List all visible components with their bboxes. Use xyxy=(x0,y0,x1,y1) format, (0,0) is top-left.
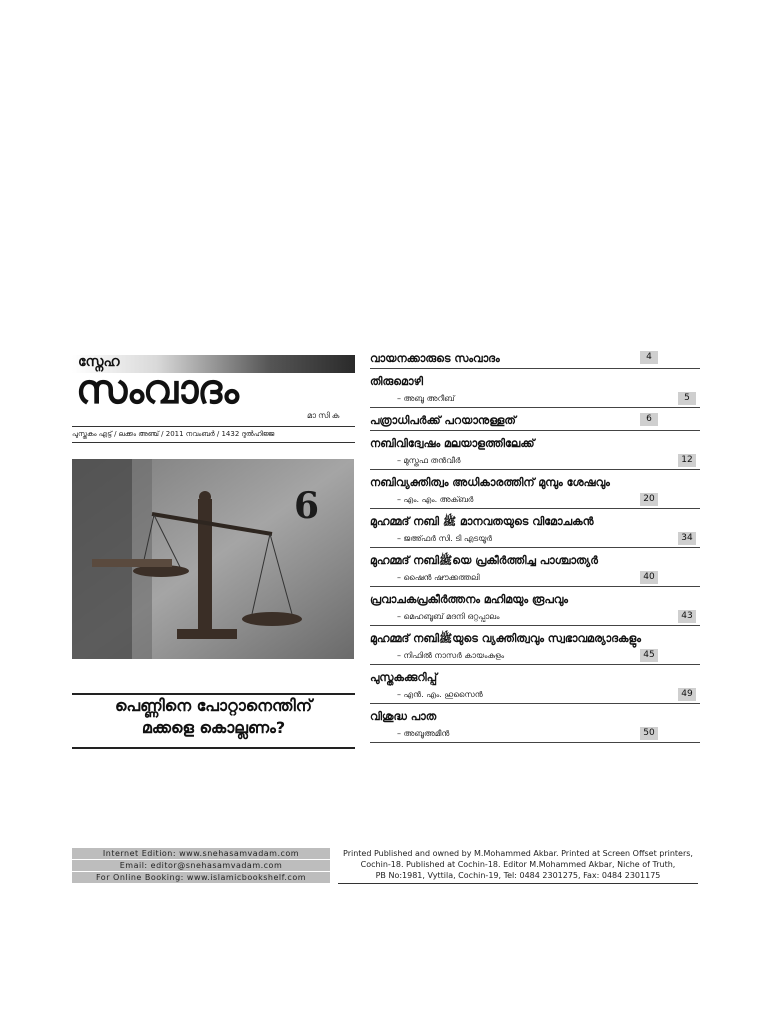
toc-author: – മുസ്തഫ തൻവീർ xyxy=(397,456,461,465)
cover-image xyxy=(72,459,354,659)
toc-title: തിരുമൊഴി xyxy=(370,375,424,388)
toc-title: മുഹമ്മദ് നബിﷺയെ പ്രകീർത്തിച്ച പാശ്ചാത്യർ xyxy=(370,554,598,567)
imprint-line-2: Cochin-18. Published at Cochin-18. Editor M.Mohammed Akbar, Niche of Truth, xyxy=(360,860,676,869)
cover-headline xyxy=(72,693,355,749)
toc-title: പുസ്തകക്കുറിപ്പ് xyxy=(370,671,438,684)
toc-title: മുഹമ്മദ് നബി ﷺ മാനവതയുടെ വിമോചകൻ xyxy=(370,515,594,528)
page-number: 40 xyxy=(640,571,658,584)
toc-author-row xyxy=(370,648,700,665)
page-number: 49 xyxy=(678,688,696,701)
issue-number: 6 xyxy=(294,485,320,527)
toc-entry xyxy=(370,350,700,369)
toc-title: നബിവിദ്വേഷം മലയാളത്തിലേക്ക് xyxy=(370,437,535,450)
toc-author: – മെഹബൂബ് മദനി ഒറ്റപ്പാലം xyxy=(397,612,500,621)
toc-author-row xyxy=(370,609,700,626)
toc-entry xyxy=(370,591,700,626)
toc-author-row xyxy=(370,453,700,470)
toc-entry xyxy=(370,412,700,431)
toc-author: – എൻ. എം. ഹുസൈൻ xyxy=(397,690,483,699)
toc-author-row xyxy=(370,726,700,743)
page-number: 6 xyxy=(640,413,658,426)
masthead-kicker: സ്നേഹ xyxy=(78,354,120,370)
toc-author: – എം. എം. അക്ബർ xyxy=(397,495,474,504)
toc-entry xyxy=(370,474,700,509)
headline-line-1: പെണ്ണിനെ പോറ്റാനെന്തിന് xyxy=(114,696,312,715)
toc-author: – അബൂഅമീൻ xyxy=(397,729,450,738)
toc-author: – അബൂ അറീബ് xyxy=(397,394,455,403)
imprint xyxy=(338,848,698,884)
toc-title: വിശുദ്ധ പാത xyxy=(370,710,437,723)
toc-author-row xyxy=(370,570,700,587)
page-number: 43 xyxy=(678,610,696,623)
toc-author-row xyxy=(370,391,700,408)
toc-author-row xyxy=(370,531,700,548)
email-line: Email: editor@snehasamvadam.com xyxy=(72,860,330,871)
imprint-line-1: Printed Published and owned by M.Mohammed Akbar. Printed at Screen Offset printers, xyxy=(343,849,693,858)
internet-edition: Internet Edition: www.snehasamvadam.com xyxy=(72,848,330,859)
toc-title: വായനക്കാരുടെ സംവാദം xyxy=(370,352,500,365)
toc-title: മുഹമ്മദ് നബിﷺയുടെ വ്യക്തിത്വവും സ്വഭാവമര്യാദകളും xyxy=(370,632,641,645)
toc-author: – നിഫിൽ നാസർ കായംകുളം xyxy=(397,651,505,660)
toc-entry xyxy=(370,708,700,743)
toc-entry xyxy=(370,513,700,548)
toc-entry xyxy=(370,373,700,408)
page-number: 34 xyxy=(678,532,696,545)
page-number: 5 xyxy=(678,392,696,405)
footer-contact-box xyxy=(72,848,330,884)
toc-author: – ജഅ്ഫർ സി. ടി എടയൂർ xyxy=(397,534,492,543)
toc-author-row xyxy=(370,492,700,509)
issue-line: പുസ്തകം എട്ട് / ലക്കം അഞ്ച് / 2011 നവംബർ / 1432 ദുൽഹിജ്ജ xyxy=(72,426,355,443)
toc-entry xyxy=(370,669,700,704)
toc-author-row xyxy=(370,687,700,704)
toc-entry xyxy=(370,630,700,665)
online-booking: For Online Booking: www.islamicbookshelf.com xyxy=(72,872,330,883)
table-of-contents xyxy=(370,350,700,743)
imprint-line-3: PB No:1981, Vyttila, Cochin-19, Tel: 0484 2301275, Fax: 0484 2301175 xyxy=(375,871,661,880)
toc-entry xyxy=(370,435,700,470)
page-number: 20 xyxy=(640,493,658,506)
page-number: 50 xyxy=(640,727,658,740)
page-number: 45 xyxy=(640,649,658,662)
magazine-title: സംവാദം xyxy=(76,367,238,413)
page-number: 12 xyxy=(678,454,696,467)
magazine-subtitle: മാസിക xyxy=(307,411,342,420)
toc-entry xyxy=(370,552,700,587)
toc-author: – ഷൈൻ ഷൗക്കത്തലി xyxy=(397,573,480,582)
page-number: 4 xyxy=(640,351,658,364)
toc-title: പ്രവാചകപ്രകീർത്തനം മഹിമയും രൂപവും xyxy=(370,593,569,606)
toc-title: നബിവ്യക്തിത്വം അധികാരത്തിന് മുമ്പും ശേഷവും xyxy=(370,476,610,489)
headline-line-2: മക്കളെ കൊല്ലണം? xyxy=(141,718,286,737)
toc-title: പത്രാധിപർക്ക് പറയാനുള്ളത് xyxy=(370,414,516,427)
